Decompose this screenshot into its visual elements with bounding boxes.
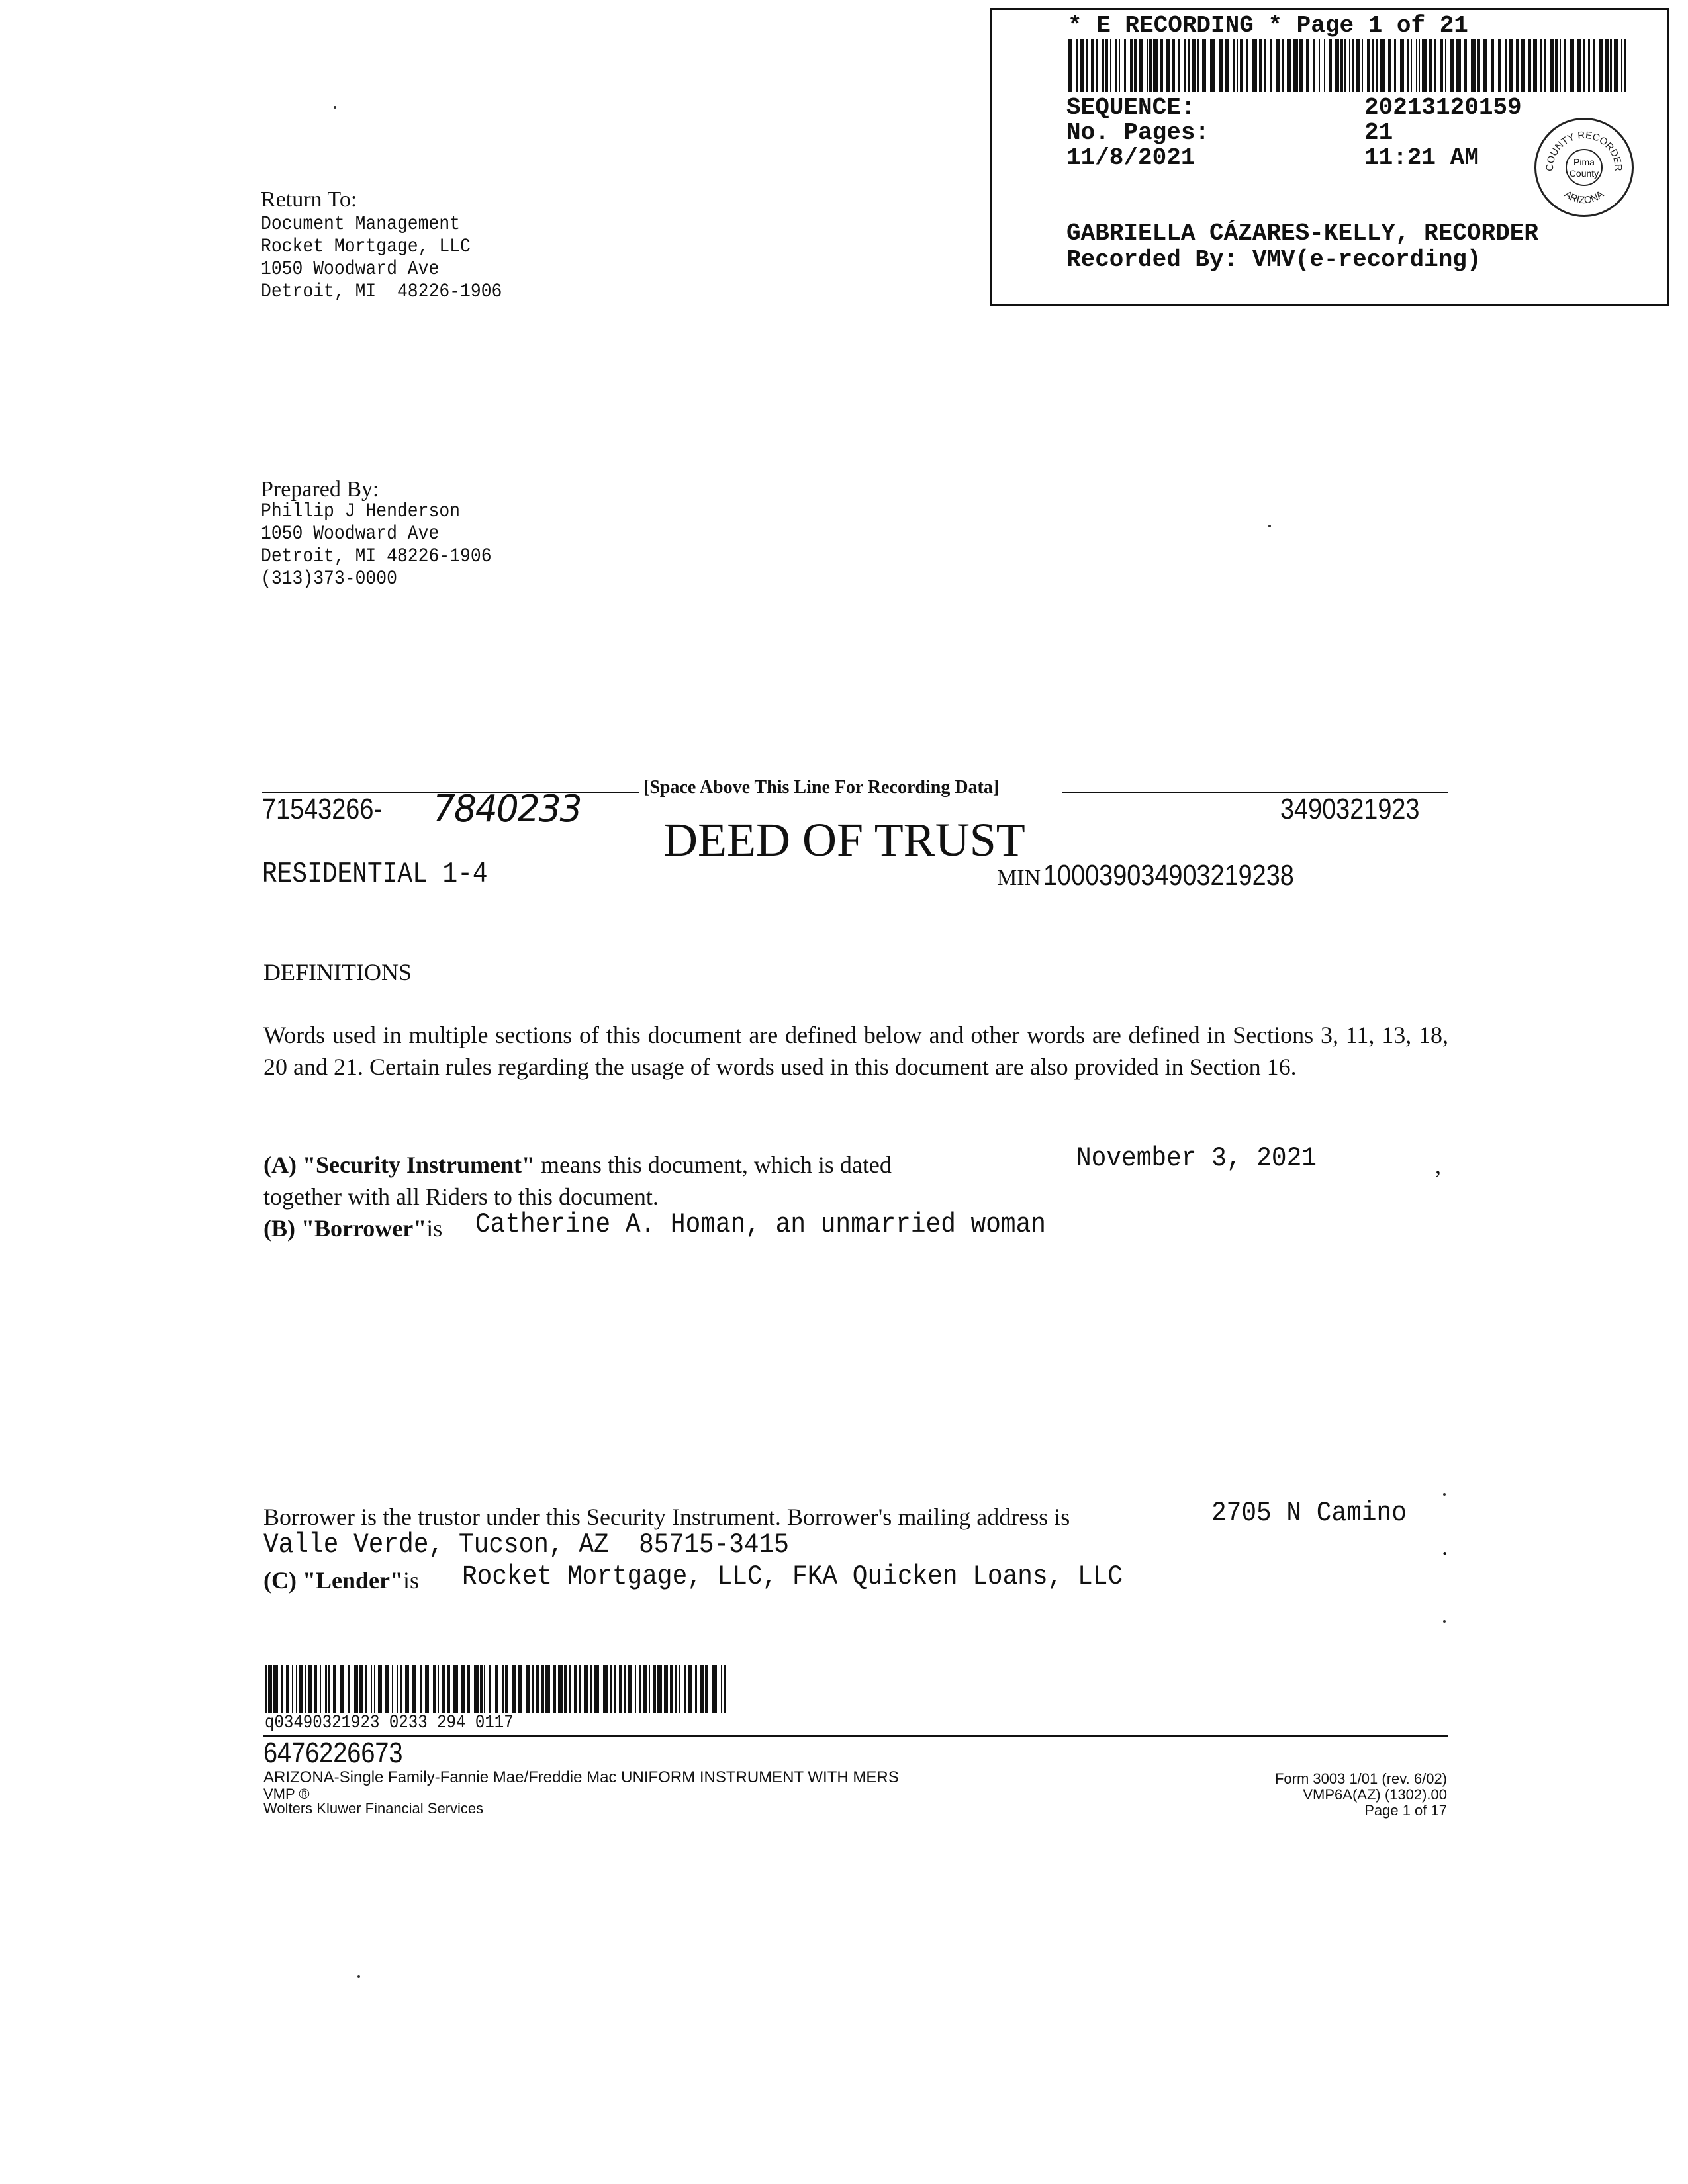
barcode-bar — [553, 1665, 556, 1713]
barcode-bar — [1599, 39, 1603, 92]
barcode-bar — [518, 1665, 522, 1713]
barcode-bar — [1362, 39, 1363, 92]
loan-id-right: 3490321923 — [1280, 793, 1420, 825]
seal-bottom-text: ARIZONA — [1562, 188, 1606, 206]
barcode-bar — [700, 1665, 704, 1713]
barcode-bar — [1197, 39, 1199, 92]
barcode-bar — [1319, 39, 1320, 92]
form-title: ARIZONA-Single Family-Fannie Mae/Freddie Mac UNIFORM INSTRUMENT WITH MERS — [263, 1768, 899, 1786]
barcode-bar — [1184, 39, 1186, 92]
barcode-bar — [359, 1665, 363, 1713]
barcode-bar — [447, 1665, 450, 1713]
barcode-bar — [438, 1665, 439, 1713]
barcode-bar — [1505, 39, 1507, 92]
barcode-bar — [512, 1665, 516, 1713]
recorded-by: Recorded By: VMV(e-recording) — [1066, 246, 1481, 273]
barcode-bar — [325, 1665, 327, 1713]
definition-c — [263, 1565, 419, 1596]
seal-top-text: COUNTY RECORDER — [1544, 129, 1624, 172]
county-recorder-seal-icon — [1534, 118, 1634, 217]
barcode-bar — [1139, 39, 1143, 92]
barcode-bar — [1124, 39, 1126, 92]
barcode-bar — [1533, 39, 1537, 92]
definition-c-is: is — [402, 1567, 419, 1594]
speck — [1443, 1620, 1446, 1623]
barcode-bar — [1335, 39, 1339, 92]
barcode-bar — [1400, 39, 1404, 92]
publisher: Wolters Kluwer Financial Services — [263, 1800, 484, 1817]
barcode-bar — [1178, 39, 1180, 92]
prepared-by-line: (313)373-0000 — [261, 568, 397, 590]
recording-header: * E RECORDING * Page 1 of 21 — [1068, 12, 1468, 39]
barcode-bar — [308, 1665, 312, 1713]
barcode-bar — [340, 1665, 344, 1713]
barcode-bar — [594, 1665, 599, 1713]
footer-barcode — [265, 1665, 728, 1713]
barcode-bar — [590, 1665, 592, 1713]
definition-b — [263, 1212, 442, 1244]
barcode-bar — [1246, 39, 1248, 92]
barcode-bar — [1388, 39, 1391, 92]
barcode-bar — [1091, 39, 1094, 92]
barcode-bar — [1293, 39, 1298, 92]
barcode-bar — [1411, 39, 1412, 92]
barcode-bar — [1192, 39, 1196, 92]
barcode-bar — [526, 1665, 530, 1713]
barcode-bar — [433, 1665, 436, 1713]
barcode-bar — [574, 1665, 577, 1713]
barcode-bar — [1324, 39, 1325, 92]
speck — [1268, 525, 1271, 527]
barcode-bar — [1588, 39, 1590, 92]
return-to-line: Rocket Mortgage, LLC — [261, 236, 471, 258]
address-period: . — [1442, 1533, 1448, 1560]
barcode-bar — [1153, 39, 1158, 92]
svg-text:ARIZONA — [1562, 189, 1606, 206]
barcode-bar — [1119, 39, 1120, 92]
barcode-bar — [1344, 39, 1346, 92]
definition-a-continued: together with all Riders to this document. — [263, 1183, 659, 1210]
barcode-bar — [412, 1665, 416, 1713]
barcode-bar — [281, 1665, 283, 1713]
barcode-bar — [392, 1665, 393, 1713]
barcode-bar — [1188, 39, 1190, 92]
barcode-bar — [1464, 39, 1467, 92]
barcode-bar — [1407, 39, 1409, 92]
barcode-bar — [684, 1665, 686, 1713]
barcode-bar — [320, 1665, 321, 1713]
barcode-bar — [299, 1665, 303, 1713]
lender-name: Rocket Mortgage, LLC, FKA Quicken Loans, LLC — [462, 1561, 1123, 1592]
barcode-bar — [1225, 39, 1229, 92]
barcode-bar — [1550, 39, 1554, 92]
barcode-bar — [1105, 39, 1108, 92]
barcode-bar — [712, 1665, 717, 1713]
barcode-bar — [378, 1665, 383, 1713]
definitions-intro: Words used in multiple sections of this document are defined below and other words are defined in Sections 3, 11, 13, 18, 20 and 21. Certain rules regarding the usage of words used in this document are also provided in Section 16. — [263, 1022, 1448, 1080]
barcode-bar — [1172, 39, 1175, 92]
barcode-bar — [1450, 39, 1454, 92]
barcode-bar — [649, 1665, 650, 1713]
barcode-bar — [505, 1665, 508, 1713]
definition-a-term: "Security Instrument" — [302, 1152, 535, 1178]
barcode-bar — [1564, 39, 1566, 92]
pages-value: 21 — [1364, 119, 1393, 146]
barcode-bar — [1259, 39, 1262, 92]
barcode-bar — [425, 1665, 429, 1713]
barcode-bar — [541, 1665, 544, 1713]
definition-a — [263, 1149, 892, 1181]
barcode-bar — [1593, 39, 1595, 92]
barcode-bar — [1429, 39, 1432, 92]
barcode-bar — [1605, 39, 1609, 92]
barcode-bar — [670, 1665, 673, 1713]
barcode-bar — [1394, 39, 1396, 92]
barcode-bar — [1306, 39, 1309, 92]
barcode-bar — [610, 1665, 612, 1713]
barcode-bar — [1422, 39, 1427, 92]
prepared-by-line: 1050 Woodward Ave — [261, 523, 440, 545]
barcode-bar — [1509, 39, 1513, 92]
barcode-bar — [461, 1665, 465, 1713]
definition-b-term: "Borrower" — [301, 1215, 427, 1242]
recording-space-caption: [Space Above This Line For Recording Data] — [643, 777, 1000, 797]
barcode-bar — [1096, 39, 1098, 92]
barcode-bar — [569, 1665, 571, 1713]
barcode-bar — [635, 1665, 636, 1713]
definitions-heading: DEFINITIONS — [263, 959, 412, 985]
barcode-bar — [365, 1665, 367, 1713]
barcode-bar — [1068, 39, 1072, 92]
form-info — [1185, 1771, 1447, 1819]
sequence-value: 20213120159 — [1364, 94, 1522, 121]
barcode-bar — [1610, 39, 1612, 92]
barcode-bar — [653, 1665, 656, 1713]
barcode-bar — [1477, 39, 1480, 92]
footer-barcode-text: q03490321923 0233 294 0117 — [265, 1713, 514, 1733]
borrower-name: Catherine A. Homan, an unmarried woman — [475, 1208, 1046, 1240]
barcode-bar — [1076, 39, 1078, 92]
definition-a-prefix: (A) — [263, 1152, 303, 1178]
barcode-bar — [489, 1665, 491, 1713]
barcode-bar — [579, 1665, 581, 1713]
barcode-bar — [1352, 39, 1354, 92]
barcode-bar — [474, 1665, 479, 1713]
barcode-bar — [1166, 39, 1170, 92]
barcode-bar — [628, 1665, 632, 1713]
barcode-bar — [268, 1665, 272, 1713]
seal-center-text: Pima County — [1566, 149, 1603, 186]
barcode-bar — [348, 1665, 350, 1713]
barcode-bar — [453, 1665, 458, 1713]
recorder-name: GABRIELLA CÁZARES-KELLY, RECORDER — [1066, 220, 1538, 247]
mailing-address-line2: Valle Verde, Tucson, AZ 85715-3415 — [263, 1529, 789, 1561]
barcode-bar — [1583, 39, 1585, 92]
min-value: 100039034903219238 — [1043, 859, 1294, 891]
barcode-bar — [1555, 39, 1558, 92]
return-to-label: Return To: — [261, 187, 357, 212]
speck — [334, 106, 336, 109]
barcode-bar — [536, 1665, 539, 1713]
prepared-by-label: Prepared By: — [261, 477, 379, 502]
min-number — [997, 859, 1335, 892]
recording-barcode — [1068, 39, 1630, 92]
speck — [1443, 1493, 1446, 1496]
barcode-bar — [532, 1665, 534, 1713]
pages-label: No. Pages: — [1066, 119, 1210, 146]
barcode-bar — [639, 1665, 641, 1713]
barcode-bar — [643, 1665, 647, 1713]
barcode-bar — [1621, 39, 1622, 92]
date-comma: , — [1435, 1152, 1441, 1179]
barcode-bar — [1367, 39, 1370, 92]
return-to-line: 1050 Woodward Ave — [261, 258, 440, 281]
barcode-bar — [371, 1665, 372, 1713]
return-to-line: Document Management — [261, 213, 461, 236]
barcode-bar — [1252, 39, 1257, 92]
barcode-bar — [1440, 39, 1443, 92]
barcode-bar — [333, 1665, 336, 1713]
barcode-bar — [1577, 39, 1581, 92]
barcode-bar — [484, 1665, 485, 1713]
prepared-by-address — [261, 500, 523, 590]
barcode-bar — [1233, 39, 1235, 92]
barcode-bar — [1456, 39, 1461, 92]
vmp-code: VMP6A(AZ) (1302).00 — [1303, 1786, 1447, 1803]
barcode-bar — [1086, 39, 1088, 92]
mailing-address-line1: 2705 N Camino — [1211, 1497, 1407, 1529]
barcode-bar — [400, 1665, 402, 1713]
recording-time: 11:21 AM — [1364, 144, 1479, 171]
barcode-bar — [1624, 39, 1626, 92]
barcode-bar — [657, 1665, 662, 1713]
barcode-bar — [695, 1665, 697, 1713]
document-title: DEED OF TRUST — [663, 813, 1025, 866]
barcode-bar — [1134, 39, 1137, 92]
trustor-statement: Borrower is the trustor under this Security Instrument. Borrower's mailing address is — [263, 1504, 1070, 1530]
recording-date: 11/8/2021 — [1066, 144, 1196, 171]
barcode-bar — [545, 1665, 550, 1713]
barcode-bar — [1445, 39, 1446, 92]
barcode-bar — [1434, 39, 1436, 92]
prepared-by-line: Detroit, MI 48226-1906 — [261, 545, 492, 568]
barcode-bar — [603, 1665, 608, 1713]
barcode-bar — [1521, 39, 1525, 92]
barcode-bar — [1080, 39, 1084, 92]
barcode-bar — [1416, 39, 1417, 92]
barcode-bar — [1202, 39, 1206, 92]
barcode-bar — [1240, 39, 1243, 92]
definition-c-term: "Lender" — [302, 1567, 403, 1594]
sequence-label: SEQUENCE: — [1066, 94, 1196, 121]
barcode-bar — [1340, 39, 1343, 92]
barcode-bar — [305, 1665, 306, 1713]
barcode-bar — [1115, 39, 1117, 92]
residential-label: RESIDENTIAL 1-4 — [262, 858, 488, 891]
barcode-bar — [273, 1665, 278, 1713]
page-number: Page 1 of 17 — [1364, 1802, 1447, 1819]
definition-b-is: is — [426, 1215, 443, 1242]
barcode-bar — [442, 1665, 445, 1713]
barcode-bar — [385, 1665, 389, 1713]
barcode-bar — [1570, 39, 1574, 92]
prepared-by-line: Phillip J Henderson — [261, 500, 461, 523]
barcode-bar — [1299, 39, 1303, 92]
barcode-bar — [1149, 39, 1152, 92]
return-to-address — [261, 213, 535, 303]
barcode-bar — [296, 1665, 297, 1713]
barcode-bar — [1210, 39, 1215, 92]
barcode-bar — [1282, 39, 1284, 92]
barcode-bar — [1614, 39, 1618, 92]
barcode-bar — [664, 1665, 668, 1713]
speck — [357, 1975, 360, 1978]
barcode-bar — [286, 1665, 289, 1713]
barcode-bar — [314, 1665, 317, 1713]
barcode-bar — [495, 1665, 498, 1713]
definition-a-text: means this document, which is dated — [534, 1152, 892, 1178]
barcode-bar — [1380, 39, 1385, 92]
barcode-bar — [328, 1665, 330, 1713]
barcode-bar — [1516, 39, 1519, 92]
barcode-bar — [405, 1665, 409, 1713]
barcode-bar — [354, 1665, 358, 1713]
barcode-bar — [502, 1665, 504, 1713]
barcode-bar — [1471, 39, 1476, 92]
barcode-bar — [1372, 39, 1374, 92]
barcode-bar — [564, 1665, 567, 1713]
barcode-bar — [1287, 39, 1291, 92]
barcode-bar — [675, 1665, 677, 1713]
barcode-bar — [480, 1665, 483, 1713]
barcode-bar — [721, 1665, 722, 1713]
vmp-mark: VMP ® — [263, 1786, 310, 1802]
barcode-bar — [1313, 39, 1315, 92]
barcode-bar — [679, 1665, 680, 1713]
barcode-bar — [1498, 39, 1501, 92]
barcode-bar — [265, 1665, 267, 1713]
return-to-line: Detroit, MI 48226-1906 — [261, 281, 502, 303]
definition-b-prefix: (B) — [263, 1215, 301, 1242]
barcode-bar — [420, 1665, 422, 1713]
footer-rule — [263, 1735, 1448, 1737]
barcode-bar — [1130, 39, 1133, 92]
definition-c-prefix: (C) — [263, 1567, 303, 1594]
barcode-bar — [1102, 39, 1104, 92]
loan-id-left: 71543266- — [262, 793, 382, 825]
barcode-bar — [1356, 39, 1360, 92]
barcode-bar — [705, 1665, 708, 1713]
min-label: MIN — [997, 866, 1041, 890]
barcode-bar — [1237, 39, 1238, 92]
barcode-bar — [1160, 39, 1163, 92]
barcode-bar — [558, 1665, 563, 1713]
document-date: November 3, 2021 — [1076, 1142, 1317, 1174]
loan-number: 6476226673 — [263, 1737, 403, 1769]
barcode-bar — [1264, 39, 1266, 92]
barcode-bar — [1376, 39, 1378, 92]
barcode-bar — [688, 1665, 692, 1713]
barcode-bar — [1219, 39, 1223, 92]
form-number: Form 3003 1/01 (rev. 6/02) — [1274, 1770, 1447, 1787]
barcode-bar — [624, 1665, 626, 1713]
barcode-bar — [1483, 39, 1487, 92]
barcode-bar — [1349, 39, 1350, 92]
barcode-bar — [1491, 39, 1494, 92]
barcode-bar — [1540, 39, 1542, 92]
barcode-bar — [614, 1665, 616, 1713]
barcode-bar — [467, 1665, 470, 1713]
barcode-bar — [1329, 39, 1332, 92]
barcode-bar — [1419, 39, 1420, 92]
barcode-bar — [619, 1665, 622, 1713]
barcode-bar — [724, 1665, 726, 1713]
barcode-bar — [1560, 39, 1561, 92]
barcode-bar — [1147, 39, 1148, 92]
barcode-bar — [1270, 39, 1272, 92]
barcode-bar — [1528, 39, 1531, 92]
barcode-bar — [1276, 39, 1280, 92]
barcode-bar — [397, 1665, 398, 1713]
handwritten-number: 7840233 — [433, 788, 581, 831]
barcode-bar — [1544, 39, 1546, 92]
barcode-bar — [374, 1665, 375, 1713]
barcode-bar — [1110, 39, 1111, 92]
barcode-bar — [584, 1665, 588, 1713]
barcode-bar — [292, 1665, 293, 1713]
